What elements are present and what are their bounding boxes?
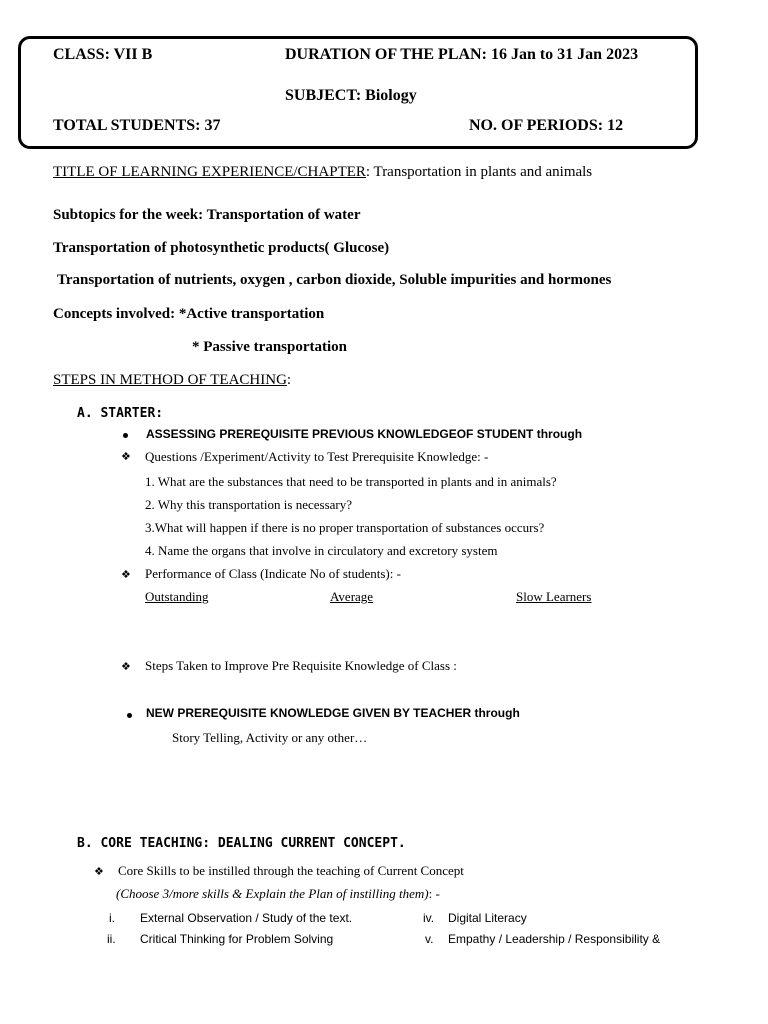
diamond-bullet-icon: ❖: [121, 450, 131, 463]
core-skills-intro: Core Skills to be instilled through the teaching of Current Concept: [118, 863, 464, 878]
skill-number: v.: [425, 932, 434, 946]
periods-label: NO. OF PERIODS: 12: [469, 117, 624, 134]
steps-heading-colon: :: [286, 372, 292, 388]
diamond-bullet-icon: ❖: [94, 865, 104, 878]
choose-skills-italic: (Choose 3/more skills & Explain the Plan of instilling them): [116, 886, 429, 901]
subtopic-line-1: Subtopics for the week: Transportation of water: [53, 207, 361, 223]
total-students-label: TOTAL STUDENTS: 37: [53, 117, 221, 134]
chapter-title-label: TITLE OF LEARNING EXPERIENCE/CHAPTER: [53, 164, 366, 180]
bullet-icon: [127, 713, 132, 718]
question-item: 2. Why this transportation is necessary?: [145, 497, 352, 512]
question-item: 4. Name the organs that involve in circulatory and excretory system: [145, 543, 498, 558]
story-line: Story Telling, Activity or any other…: [172, 730, 368, 745]
concepts-line-2: * Passive transportation: [192, 339, 347, 355]
subtopic-line-3: Transportation of nutrients, oxygen , carbon dioxide, Soluble impurities and hormones: [57, 272, 612, 288]
new-knowledge-line: NEW PREREQUISITE KNOWLEDGE GIVEN BY TEACHER through: [146, 706, 520, 720]
bullet-icon: [123, 433, 128, 438]
duration-label: DURATION OF THE PLAN: 16 Jan to 31 Jan 2023: [285, 46, 639, 63]
performance-line: Performance of Class (Indicate No of students): -: [145, 566, 401, 581]
skill-item: Critical Thinking for Problem Solving: [140, 932, 334, 946]
chapter-title: [53, 164, 592, 181]
class-label: CLASS: VII B: [53, 46, 153, 63]
skill-item: Digital Literacy: [448, 911, 527, 925]
concepts-line-1: Concepts involved: *Active transportation: [53, 306, 325, 322]
subtopic-line-2: Transportation of photosynthetic products( Glucose): [53, 240, 390, 256]
choose-skills-line: [116, 886, 440, 902]
steps-heading-label: STEPS IN METHOD OF TEACHING: [53, 372, 287, 388]
skill-item: Empathy / Leadership / Responsibility &: [448, 932, 661, 946]
starter-heading: A. STARTER:: [77, 406, 164, 421]
choose-skills-suffix: : -: [428, 886, 440, 901]
question-item: 3.What will happen if there is no proper transportation of substances occurs?: [145, 520, 545, 535]
chapter-title-value: : Transportation in plants and animals: [365, 164, 593, 180]
skill-number: iv.: [423, 911, 435, 925]
questions-intro: Questions /Experiment/Activity to Test Prerequisite Knowledge: -: [145, 449, 489, 464]
steps-heading: [53, 372, 291, 389]
diamond-bullet-icon: ❖: [121, 568, 131, 581]
question-item: 1. What are the substances that need to be transported in plants and in animals?: [145, 474, 557, 489]
skill-number: i.: [109, 911, 115, 925]
perf-col-average: Average: [330, 589, 374, 604]
core-heading: B. CORE TEACHING: DEALING CURRENT CONCEPT.: [77, 836, 406, 851]
subject-label: SUBJECT: Biology: [285, 87, 417, 104]
skill-number: ii.: [107, 932, 116, 946]
perf-col-outstanding: Outstanding: [145, 589, 209, 604]
diamond-bullet-icon: ❖: [121, 660, 131, 673]
assessing-line: ASSESSING PREREQUISITE PREVIOUS KNOWLEDGEOF STUDENT through: [146, 427, 583, 441]
skill-item: External Observation / Study of the text.: [140, 911, 353, 925]
perf-col-slow-learners: Slow Learners: [516, 589, 592, 604]
steps-taken-line: Steps Taken to Improve Pre Requisite Knowledge of Class :: [145, 658, 457, 673]
